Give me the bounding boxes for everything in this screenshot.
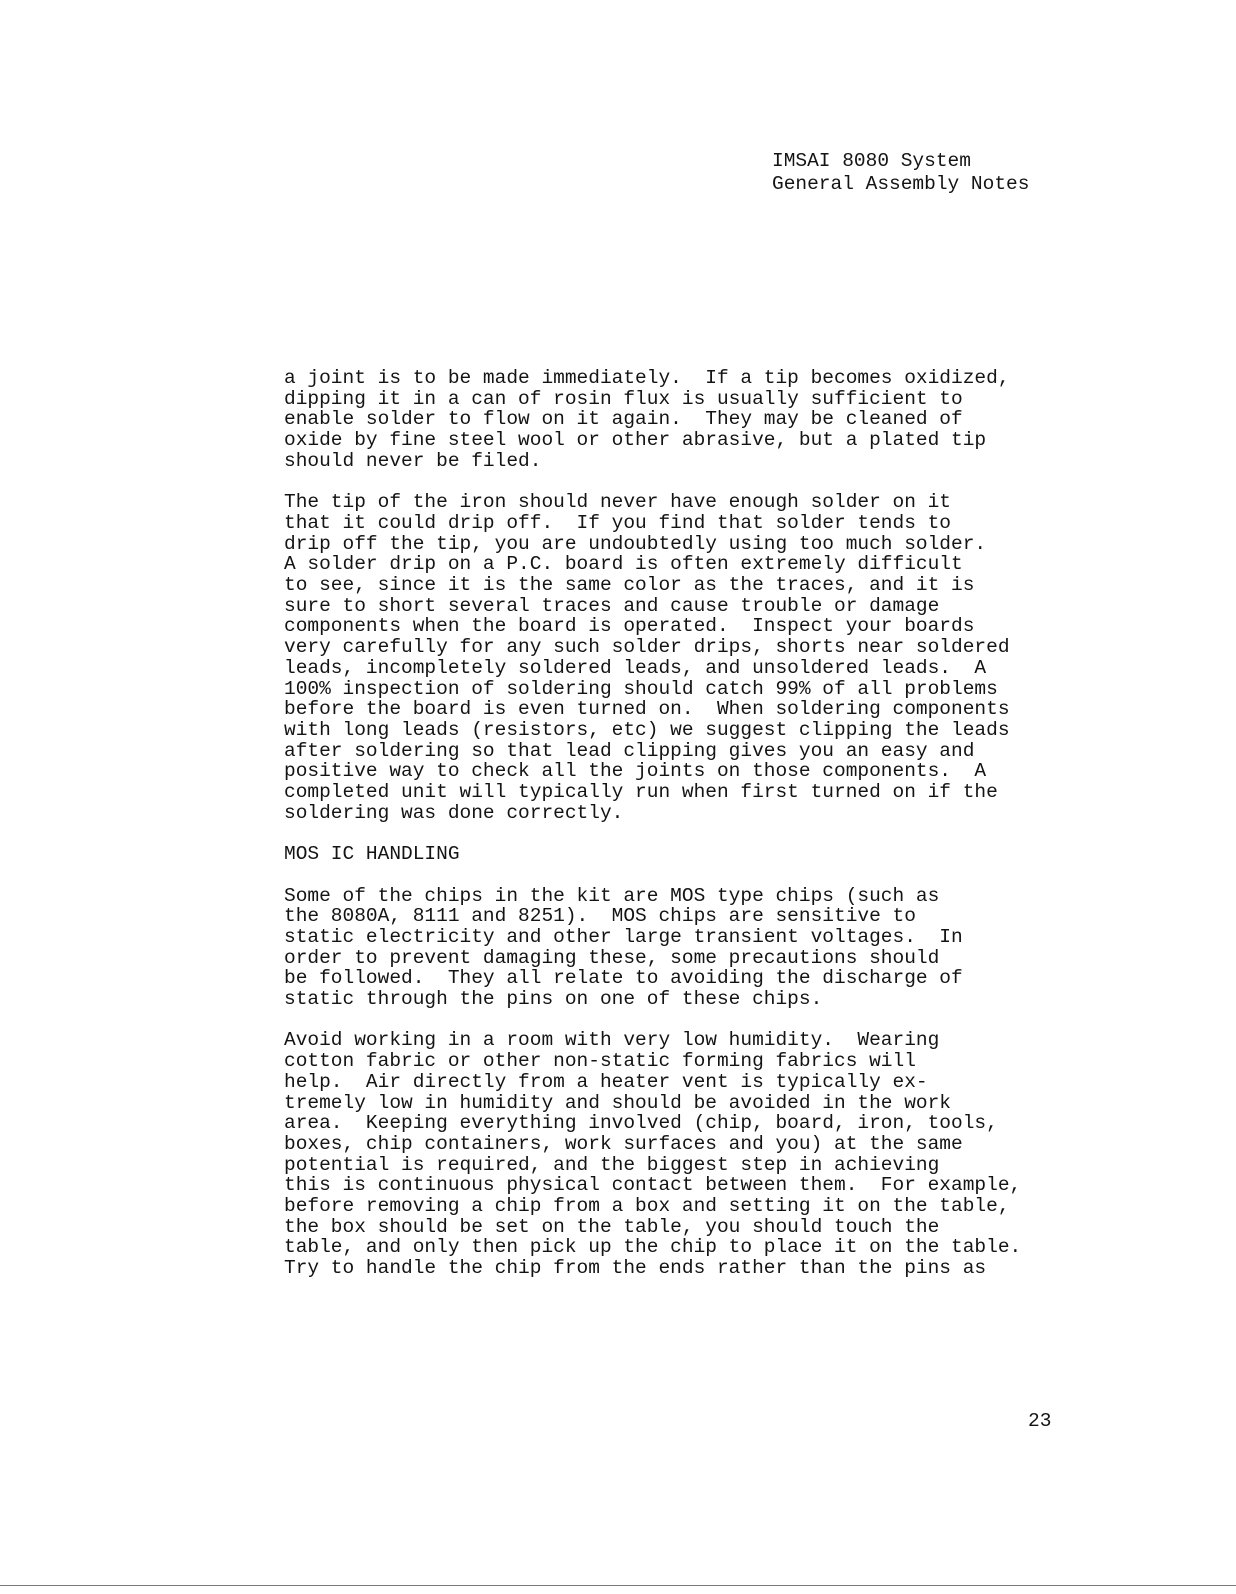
- text-line: should never be filed.: [284, 449, 542, 472]
- text-line: potential is required, and the biggest step in achieving: [284, 1153, 940, 1176]
- text-line: with long leads (resistors, etc) we suggest clipping the leads: [284, 718, 1010, 741]
- section-heading: MOS IC HANDLING: [284, 843, 460, 866]
- document-body: [284, 368, 1084, 1300]
- text-line: be followed. They all relate to avoiding the discharge of: [284, 967, 963, 990]
- text-line: soldering was done correctly.: [284, 801, 624, 824]
- text-line: oxide by fine steel wool or other abrasive, but a plated tip: [284, 429, 987, 452]
- text-line: that it could drip off. If you find that solder tends to: [284, 511, 952, 534]
- text-line: order to prevent damaging these, some precautions should: [284, 946, 940, 969]
- text-line: drip off the tip, you are undoubtedly using too much solder.: [284, 532, 987, 555]
- text-line: table, and only then pick up the chip to place it on the table.: [284, 1236, 1022, 1259]
- text-line: area. Keeping everything involved (chip, board, iron, tools,: [284, 1112, 998, 1135]
- text-line: this is continuous physical contact between them. For example,: [284, 1174, 1022, 1197]
- header-section-title: General Assembly Notes: [772, 173, 1030, 195]
- text-line: Some of the chips in the kit are MOS type chips (such as: [284, 884, 940, 907]
- text-line: to see, since it is the same color as the traces, and it is: [284, 574, 975, 597]
- text-line: tremely low in humidity and should be avoided in the work: [284, 1091, 952, 1114]
- page-number: 23: [1028, 1410, 1052, 1432]
- text-line: static electricity and other large transient voltages. In: [284, 925, 963, 948]
- paragraph-mos-chips: [284, 886, 1084, 1010]
- text-line: a joint is to be made immediately. If a tip becomes oxidized,: [284, 367, 1010, 389]
- text-line: Avoid working in a room with very low humidity. Wearing: [284, 1029, 940, 1052]
- text-line: help. Air directly from a heater vent is typically ex-: [284, 1070, 928, 1093]
- paragraph-solder-drip: [284, 492, 1084, 823]
- text-line: completed unit will typically run when first turned on if the: [284, 781, 998, 804]
- paragraph-soldering-tip: [284, 368, 1084, 472]
- text-line: enable solder to flow on it again. They may be cleaned of: [284, 408, 963, 431]
- text-line: after soldering so that lead clipping gives you an easy and: [284, 739, 975, 762]
- text-line: static through the pins on one of these chips.: [284, 988, 823, 1011]
- text-line: The tip of the iron should never have enough solder on it: [284, 491, 952, 514]
- text-line: cotton fabric or other non-static forming fabrics will: [284, 1050, 916, 1073]
- text-line: the 8080A, 8111 and 8251). MOS chips are sensitive to: [284, 905, 916, 928]
- text-line: components when the board is operated. Inspect your boards: [284, 615, 975, 638]
- text-line: before the board is even turned on. When soldering components: [284, 698, 1010, 721]
- text-line: leads, incompletely soldered leads, and unsoldered leads. A: [284, 656, 987, 679]
- text-line: very carefully for any such solder drips, shorts near soldered: [284, 636, 1010, 659]
- text-line: sure to short several traces and cause trouble or damage: [284, 594, 940, 617]
- text-line: the box should be set on the table, you should touch the: [284, 1215, 940, 1238]
- text-line: A solder drip on a P.C. board is often extremely difficult: [284, 553, 963, 576]
- scan-edge-divider: [0, 1585, 1236, 1586]
- text-line: before removing a chip from a box and setting it on the table,: [284, 1195, 1010, 1218]
- paragraph-humidity: [284, 1030, 1084, 1278]
- text-line: dipping it in a can of rosin flux is usually sufficient to: [284, 387, 963, 410]
- text-line: 100% inspection of soldering should catch 99% of all problems: [284, 677, 998, 700]
- text-line: Try to handle the chip from the ends rather than the pins as: [284, 1257, 987, 1280]
- text-line: boxes, chip containers, work surfaces and you) at the same: [284, 1132, 963, 1155]
- document-header: [772, 150, 1029, 196]
- header-system-title: IMSAI 8080 System: [772, 150, 971, 172]
- text-line: positive way to check all the joints on those components. A: [284, 760, 987, 783]
